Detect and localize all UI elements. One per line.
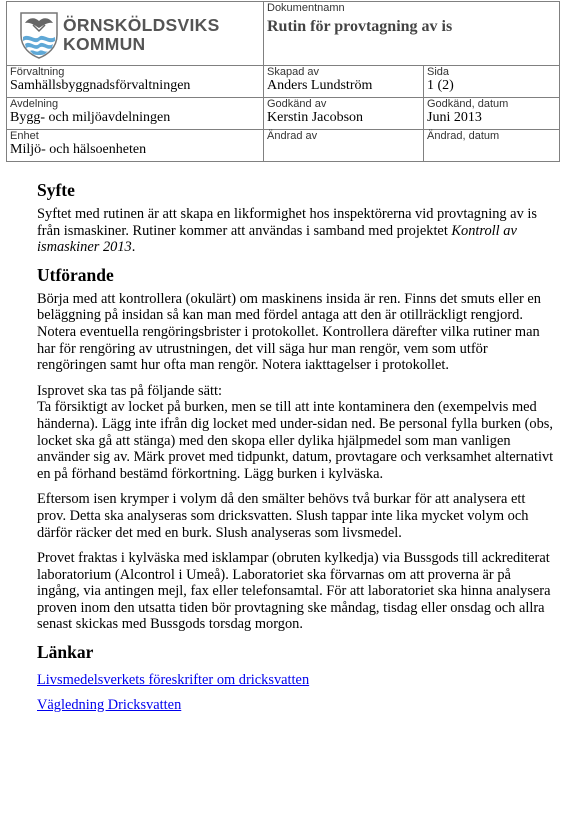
links-list (37, 672, 557, 713)
enhet-label: Enhet (10, 130, 39, 142)
docname-cell (264, 2, 560, 66)
utforande-paragraph-3: Eftersom isen krymper i volym då den smälter behövs två burkar för att analysera ett prov. Detta ska analyseras som dricksvatten. Slush tappar inte lika mycket volym och därför räcker det med en burk. Slush analyseras som livsmedel. (37, 491, 529, 541)
skapad-label: Skapad av (267, 66, 319, 78)
heading-utforande: Utförande (37, 264, 114, 285)
syfte-paragraph (37, 206, 557, 256)
document-body (37, 180, 557, 713)
utforande-p2-body: Ta försiktigt av locket på burken, men se till att inte kontaminera den (exempelvis med händerna). Lägg inte ifrån dig locket med under-sidan ned. Be personal fylla burken (obs, locket ska gå att stänga) med den skopa eller dylika hjälpmedel som man vanligen använder sig av. Märk provet med tidpunkt, datum, provtagare och verksamhet alternativt en på förhand bestämd förkortning. Lägg burken i kylväska. (37, 399, 554, 482)
municipality-logo (19, 11, 220, 59)
docname-value: Rutin för provtagning av is (267, 18, 453, 35)
godkand-datum-value: Juni 2013 (427, 110, 482, 125)
utforande-p2-intro: Isprovet ska tas på följande sätt: (37, 382, 223, 399)
utforande-paragraph-2 (37, 383, 557, 483)
syfte-project-name: Kontroll av ismaskiner 2013 (37, 222, 517, 256)
heading-lankar: Länkar (37, 642, 94, 663)
avdelning-cell (7, 98, 264, 130)
enhet-value: Miljö- och hälsoenheten (10, 142, 147, 157)
forvaltning-value: Samhällsbyggnadsförvaltningen (10, 78, 191, 93)
andrad-datum-cell (424, 130, 560, 162)
avdelning-value: Bygg- och miljöavdelningen (10, 110, 171, 125)
andrad-datum-label: Ändrad, datum (427, 130, 500, 142)
utforande-paragraph-4: Provet fraktas i kylväska med isklampar (obruten kylkedja) via Bussgods till ackrediterat laboratorium (Alcontrol i Umeå). Laboratoriet ska förvarnas om att proverna är på ingång, via antingen mejl, fax eller telefonsamtal. För att laboratoriet ska hinna analysera proven inom den utsatta tiden bör provtagning ske måndag, tisdag eller onsdag och allra senast skickas med Bussgods torsdag morgon. (37, 550, 551, 633)
coat-of-arms-icon (19, 11, 59, 59)
logo-wordmark (63, 16, 220, 54)
godkand-value: Kerstin Jacobson (267, 110, 364, 125)
syfte-text-end: . (131, 239, 136, 256)
andrad-label: Ändrad av (267, 130, 318, 142)
link-vagledning-dricksvatten[interactable]: Vägledning Dricksvatten (37, 696, 182, 713)
logo-cell (7, 2, 264, 66)
godkand-datum-label: Godkänd, datum (427, 98, 509, 110)
skapad-cell (264, 66, 424, 98)
godkand-datum-cell (424, 98, 560, 130)
sida-value: 1 (2) (427, 78, 454, 93)
forvaltning-label: Förvaltning (10, 66, 65, 78)
sida-label: Sida (427, 66, 450, 78)
logo-line1: ÖRNSKÖLDSVIKS (63, 15, 220, 35)
godkand-label: Godkänd av (267, 98, 327, 110)
skapad-value: Anders Lundström (267, 78, 373, 93)
link-livsmedelsverket-foreskrifter[interactable]: Livsmedelsverkets föreskrifter om dricksvatten (37, 672, 310, 689)
document-header-table (6, 1, 560, 162)
godkand-cell (264, 98, 424, 130)
sida-cell (424, 66, 560, 98)
syfte-text: Syftet med rutinen är att skapa en likformighet hos inspektörerna vid provtagning av is från ismaskiner. Rutiner kommer att användas i samband med projektet (37, 206, 537, 239)
enhet-cell (7, 130, 264, 162)
utforande-paragraph-1: Börja med att kontrollera (okulärt) om maskinens insida är ren. Finns det smuts eller en beläggning på insidan så kan man med fördel antaga att den är otillräckligt rengjord. Notera eventuella rengöringsbrister i protokollet. Kontrollera därefter vilka rutiner man har för rengöring av utrustningen, det vill säga hur man rengör, vem som utför rengöringen samt hur ofta man rengör. Notera iakttagelser i protokollet. (37, 290, 541, 374)
forvaltning-cell (7, 66, 264, 98)
logo-line2: KOMMUN (63, 34, 146, 54)
heading-syfte: Syfte (37, 180, 75, 200)
docname-label: Dokumentnamn (267, 2, 345, 14)
avdelning-label: Avdelning (10, 98, 59, 110)
andrad-cell (264, 130, 424, 162)
